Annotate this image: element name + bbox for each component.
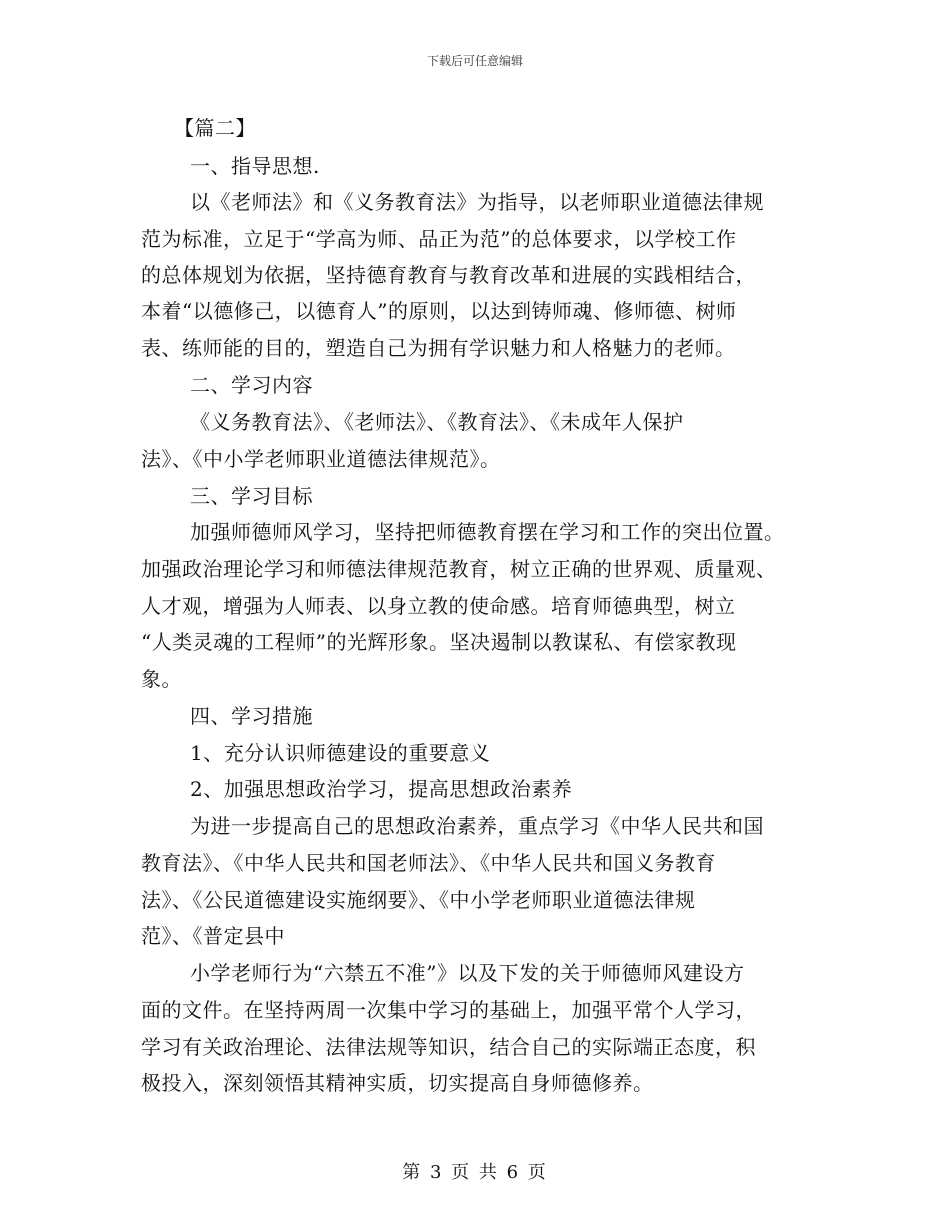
paragraph-line: 加强师德师风学习，坚持把师德教育摆在学习和工作的突出位置。 xyxy=(190,520,785,544)
paragraph-line: “人类灵魂的工程师”的光辉形象。坚决遏制以教谋私、有偿家教现 xyxy=(141,630,737,654)
paragraph-line: 为进一步提高自己的思想政治素养，重点学习《中华人民共和国 xyxy=(190,814,764,838)
paragraph-line: 法》、《公民道德建设实施纲要》、《中小学老师职业道德法律规 xyxy=(141,888,696,912)
section-heading-guiding-thought: 一、指导思想. xyxy=(190,154,320,178)
paragraph-line: 象。 xyxy=(141,667,182,691)
section-heading-study-goals: 三、学习目标 xyxy=(190,484,313,508)
paragraph-line: 本着“以德修己，以德育人”的原则，以达到铸师魂、修师德、树师 xyxy=(141,299,737,323)
paragraph-line: 学习有关政治理论、法律法规等知识，结合自己的实际端正态度，积 xyxy=(141,1035,756,1059)
paragraph-line: 加强政治理论学习和师德法律规范教育，树立正确的世界观、质量观、 xyxy=(141,557,777,581)
heading-part-two: 【篇二】 xyxy=(174,116,256,140)
list-item: 2、加强思想政治学习，提高思想政治素养 xyxy=(190,777,573,801)
paragraph-line: 以《老师法》和《义务教育法》为指导，以老师职业道德法律规 xyxy=(190,190,764,214)
section-heading-study-content: 二、学习内容 xyxy=(190,373,313,397)
section-heading-study-measures: 四、学习措施 xyxy=(190,704,313,728)
paragraph-line: 人才观，增强为人师表、以身立教的使命感。培育师德典型，树立 xyxy=(141,594,736,618)
paragraph-line: 法》、《中小学老师职业道德法律规范》。 xyxy=(141,447,501,471)
paragraph-line: 《义务教育法》、《老师法》、《教育法》、《未成年人保护 xyxy=(190,410,684,434)
paragraph-line: 范为标准，立足于“学高为师、品正为范”的总体要求，以学校工作 xyxy=(141,227,737,251)
paragraph-line: 的总体规划为依据，坚持德育教育与教育改革和进展的实践相结合， xyxy=(141,263,756,287)
paragraph-line: 小学老师行为“六禁五不准”》以及下发的关于师德师风建设方 xyxy=(190,961,745,985)
list-item: 1、充分认识师德建设的重要意义 xyxy=(190,741,491,765)
paragraph-line: 范》、《普定县中 xyxy=(141,924,285,948)
paragraph-line: 极投入，深刻领悟其精神实质，切实提高自身师德修养。 xyxy=(141,1071,654,1095)
page-number-footer: 第 3 页 共 6 页 xyxy=(402,1162,548,1183)
paragraph-line: 表、练师能的目的，塑造自己为拥有学识魅力和人格魅力的老师。 xyxy=(141,336,736,360)
paragraph-line: 教育法》、《中华人民共和国老师法》、《中华人民共和国义务教育 xyxy=(141,851,716,875)
paragraph-line: 面的文件。在坚持两周一次集中学习的基础上，加强平常个人学习， xyxy=(141,998,756,1022)
page-header: 下载后可任意编辑 xyxy=(426,54,523,68)
